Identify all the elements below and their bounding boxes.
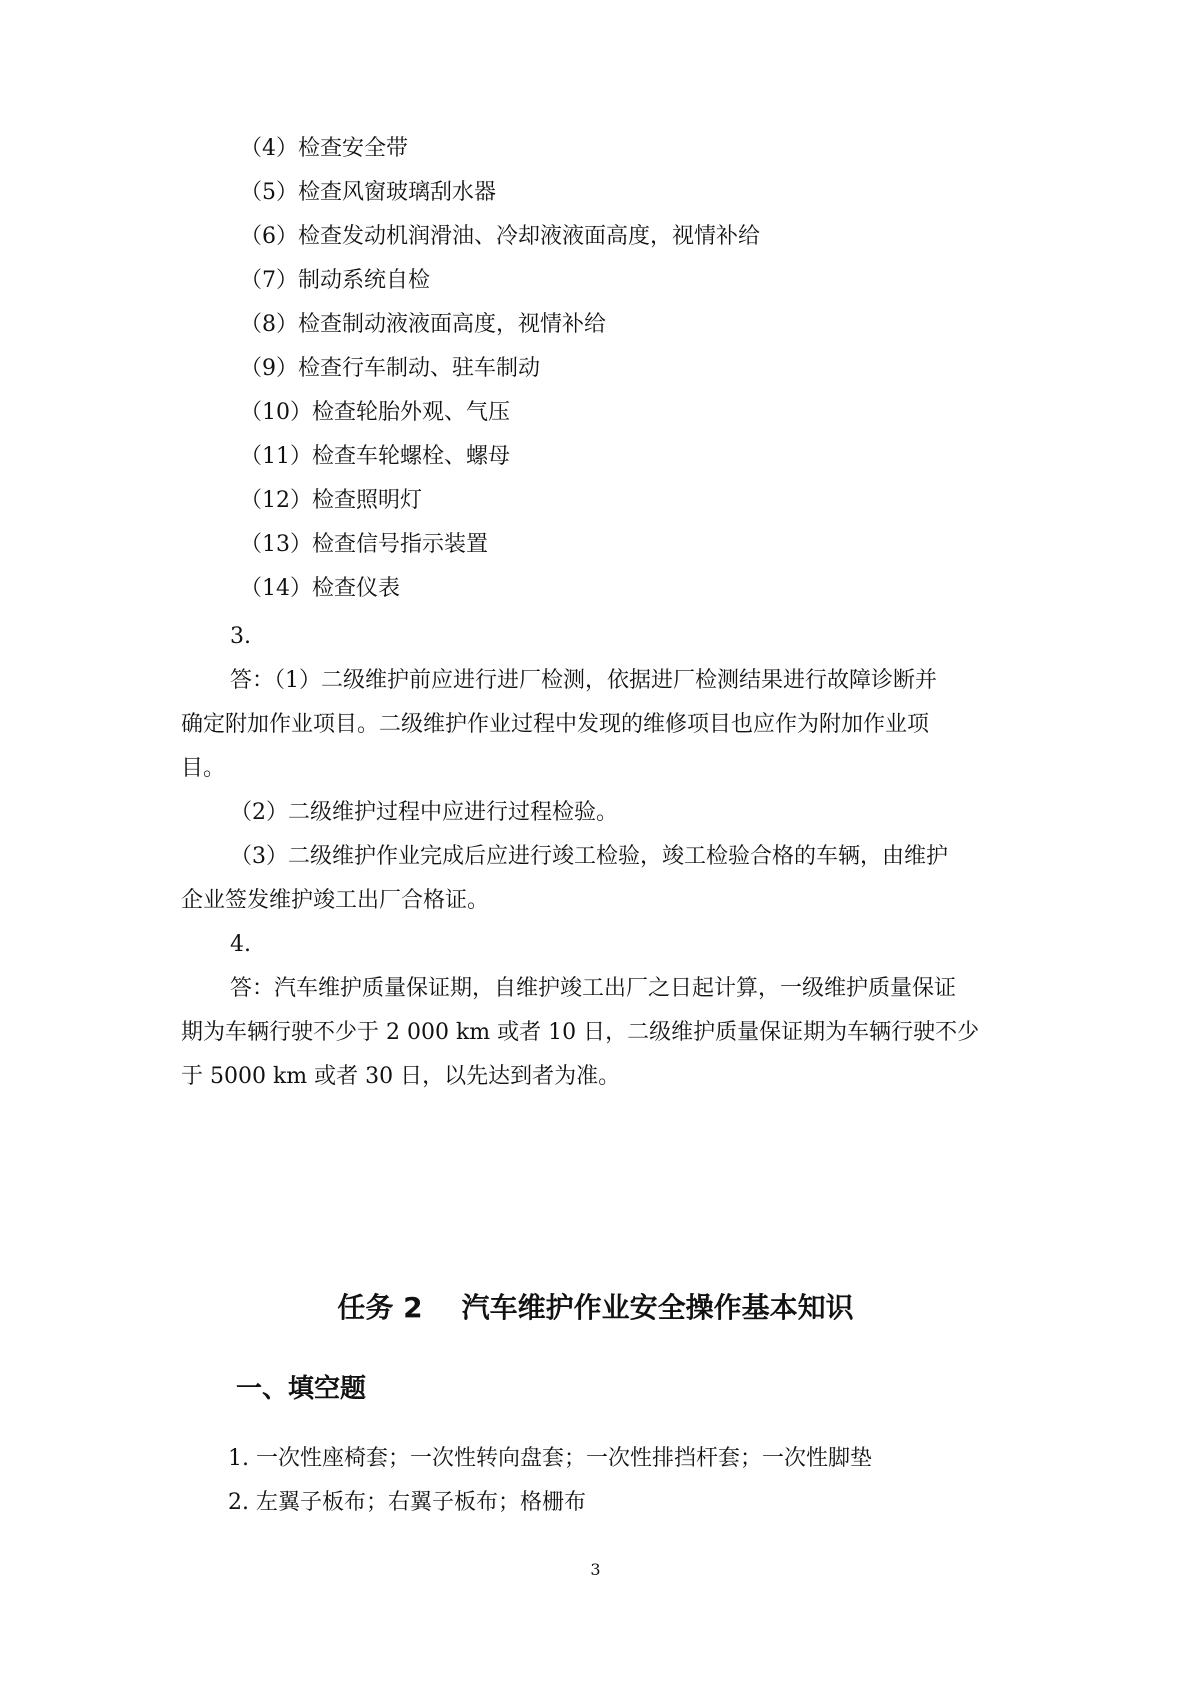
page-number: 3	[590, 1560, 601, 1579]
checklist-item: （10）检查轮胎外观、气压	[240, 400, 510, 425]
checklist-item: （14）检查仪表	[240, 576, 400, 601]
answer-paragraph: 答：（1）二级维护前应进行进厂检测，依据进厂检测结果进行故障诊断并	[230, 668, 937, 693]
answer-paragraph: 答：汽车维护质量保证期，自维护竣工出厂之日起计算，一级维护质量保证	[230, 976, 957, 1001]
answer-paragraph-continued: 确定附加作业项目。二级维护作业过程中发现的维修项目也应作为附加作业项	[181, 712, 930, 737]
fill-answer: 2. 左翼子板布；右翼子板布；格栅布	[228, 1490, 586, 1515]
answer-paragraph-continued: 目。	[181, 756, 226, 781]
checklist-item: （12）检查照明灯	[240, 488, 422, 513]
answer-paragraph-continued: 期为车辆行驶不少于 2 000 km 或者 10 日，二级维护质量保证期为车辆行驶不少	[181, 1020, 980, 1045]
question-number: 3.	[230, 624, 251, 649]
checklist-item: （7）制动系统自检	[240, 268, 430, 293]
checklist-item: （11）检查车轮螺栓、螺母	[240, 444, 510, 469]
answer-paragraph: （3）二级维护作业完成后应进行竣工检验，竣工检验合格的车辆，由维护	[230, 844, 948, 869]
section-heading: 一、填空题	[236, 1374, 367, 1404]
answer-paragraph-continued: 企业签发维护竣工出厂合格证。	[181, 888, 490, 913]
answer-paragraph-continued: 于 5000 km 或者 30 日，以先达到者为准。	[181, 1064, 621, 1089]
checklist-item: （6）检查发动机润滑油、冷却液液面高度，视情补给	[240, 224, 760, 249]
fill-answer: 1. 一次性座椅套；一次性转向盘套；一次性排挡杆套；一次性脚垫	[228, 1446, 872, 1471]
checklist-item: （13）检查信号指示装置	[240, 532, 488, 557]
task-title: 任务 2 汽车维护作业安全操作基本知识	[337, 1291, 854, 1324]
checklist-item: （4）检查安全带	[240, 136, 408, 161]
checklist-item: （9）检查行车制动、驻车制动	[240, 356, 540, 381]
checklist-item: （5）检查风窗玻璃刮水器	[240, 180, 496, 205]
question-number: 4.	[230, 932, 251, 957]
answer-paragraph: （2）二级维护过程中应进行过程检验。	[230, 800, 618, 825]
checklist-item: （8）检查制动液液面高度，视情补给	[240, 312, 606, 337]
